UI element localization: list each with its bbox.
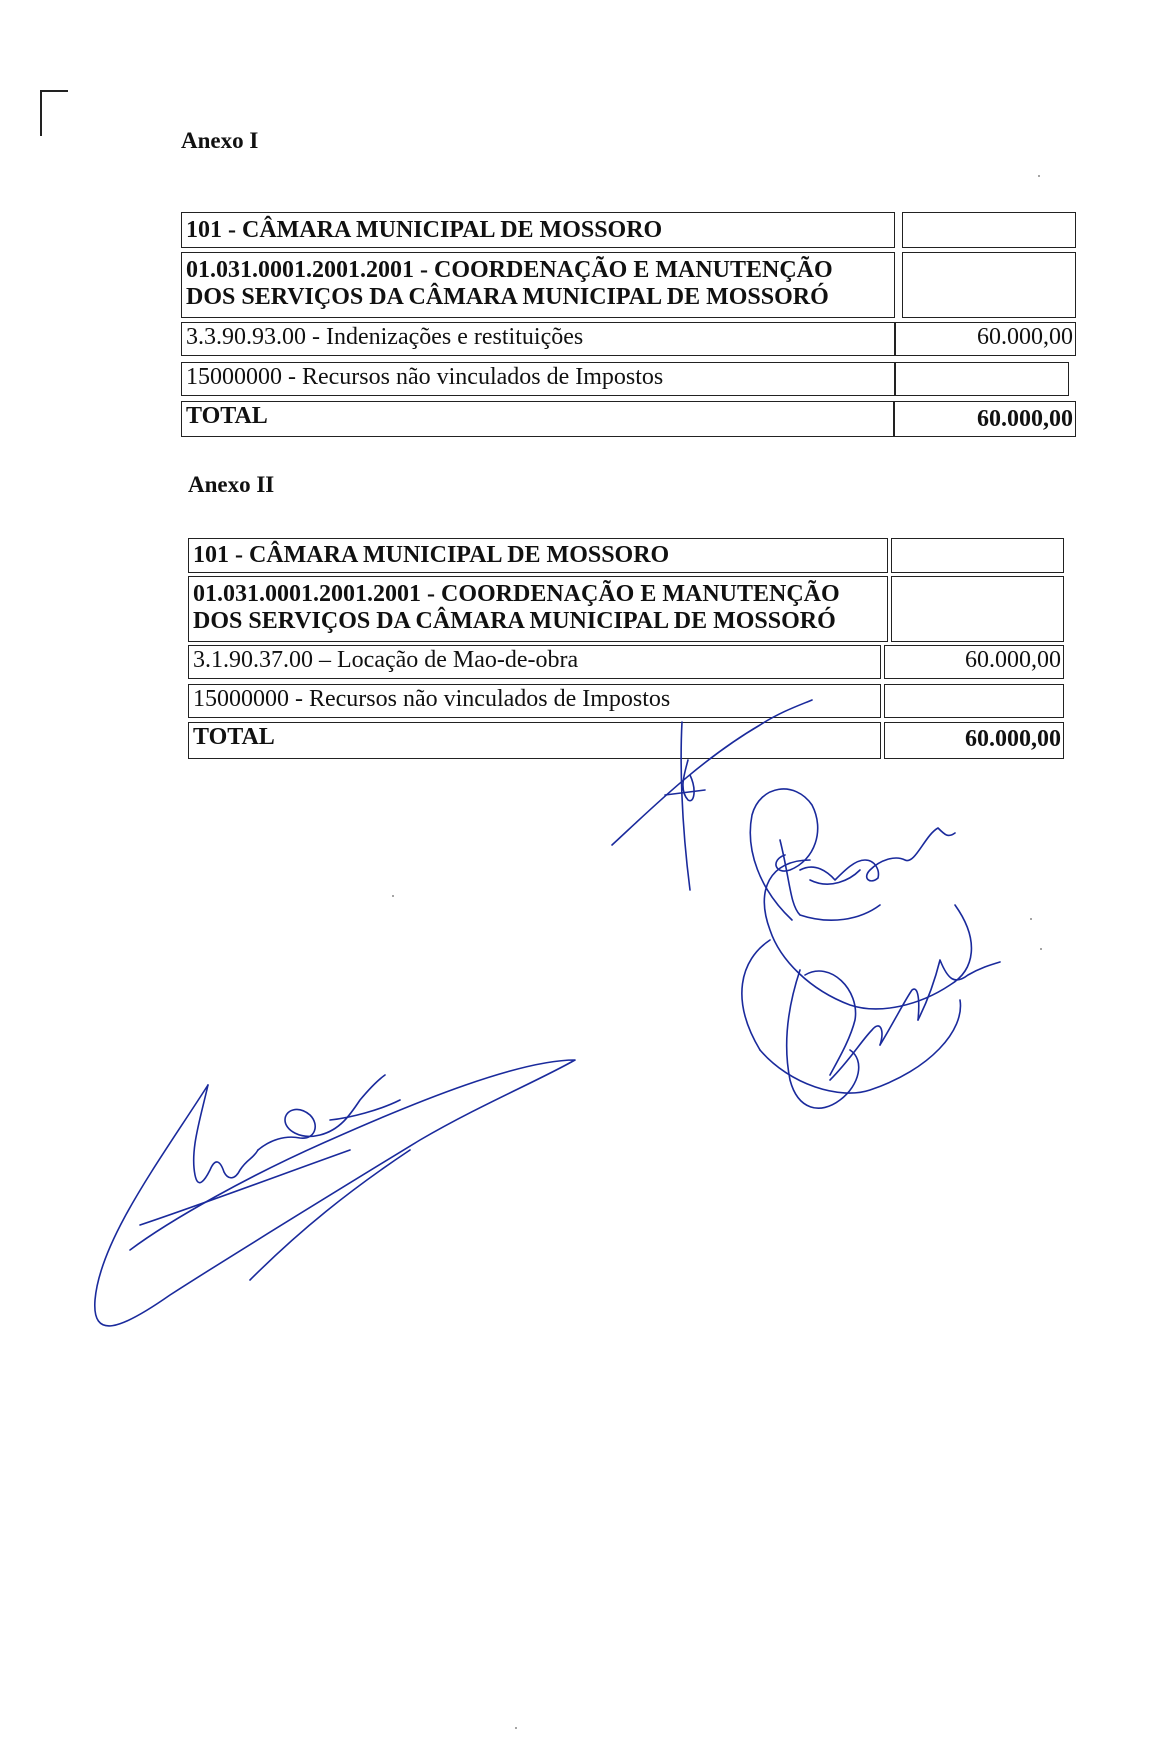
total-value-cell: 60.000,00 <box>884 722 1064 759</box>
scan-speck <box>1038 175 1040 177</box>
expense-cell: 3.1.90.37.00 – Locação de Mao-de-obra <box>188 645 881 679</box>
expense-value-cell: 60.000,00 <box>884 645 1064 679</box>
program-line-2: DOS SERVIÇOS DA CÂMARA MUNICIPAL DE MOSSORÓ <box>186 284 829 310</box>
expense-cell: 3.3.90.93.00 - Indenizações e restituições <box>181 322 895 356</box>
program-line-1: 01.031.0001.2001.2001 - COORDENAÇÃO E MANUTENÇÃO <box>193 581 840 607</box>
program-line-1: 01.031.0001.2001.2001 - COORDENAÇÃO E MANUTENÇÃO <box>186 257 833 283</box>
unit-cell: 101 - CÂMARA MUNICIPAL DE MOSSORO <box>188 538 888 573</box>
total-label-cell: TOTAL <box>181 401 895 437</box>
total-value-cell: 60.000,00 <box>893 401 1076 437</box>
scan-speck <box>392 895 394 897</box>
scan-speck <box>1030 918 1032 920</box>
annex-1-title: Anexo I <box>181 128 259 153</box>
signature-pereira <box>750 789 955 920</box>
signature-loop <box>742 860 1000 1108</box>
signature-flourish <box>95 1060 575 1326</box>
expense-value-cell: 60.000,00 <box>895 322 1076 356</box>
unit-cell: 101 - CÂMARA MUNICIPAL DE MOSSORO <box>181 212 895 248</box>
scan-speck <box>515 1727 517 1729</box>
source-cell: 15000000 - Recursos não vinculados de Impostos <box>188 684 881 718</box>
annex-2-title: Anexo II <box>188 472 275 497</box>
signature-cross <box>612 700 812 890</box>
total-label-cell: TOTAL <box>188 722 881 759</box>
program-line-2: DOS SERVIÇOS DA CÂMARA MUNICIPAL DE MOSSORÓ <box>193 608 836 634</box>
scan-speck <box>1040 948 1042 950</box>
source-cell: 15000000 - Recursos não vinculados de Impostos <box>181 362 895 396</box>
